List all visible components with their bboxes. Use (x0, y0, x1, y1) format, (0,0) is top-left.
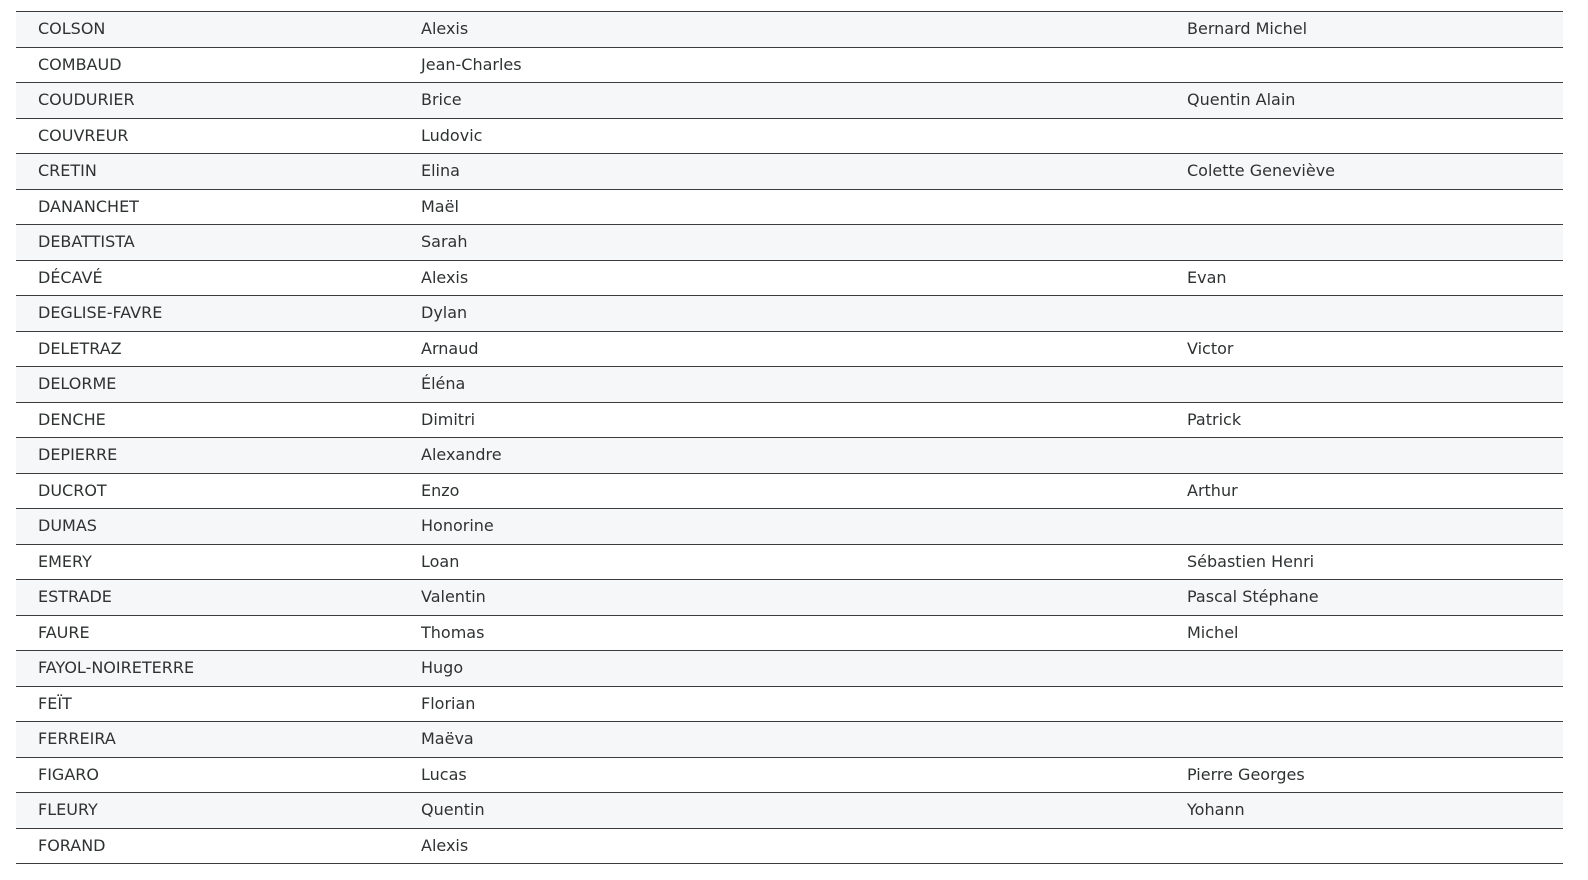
first-name-cell: Enzo (399, 473, 1165, 509)
other-names-cell (1165, 828, 1563, 864)
last-name-cell: CRETIN (16, 154, 399, 190)
table-row (16, 296, 1563, 332)
first-name-cell: Hugo (399, 651, 1165, 687)
last-name-cell: DUMAS (16, 509, 399, 545)
last-name-cell: EMERY (16, 544, 399, 580)
first-name-cell: Loan (399, 544, 1165, 580)
names-table-container (16, 0, 1563, 864)
last-name-cell: ESTRADE (16, 580, 399, 616)
table-row (16, 722, 1563, 758)
table-row (16, 580, 1563, 616)
other-names-cell: Victor (1165, 331, 1563, 367)
table-row (16, 367, 1563, 403)
other-names-cell: Patrick (1165, 402, 1563, 438)
first-name-cell: Maëva (399, 722, 1165, 758)
other-names-cell (1165, 722, 1563, 758)
other-names-cell (1165, 189, 1563, 225)
last-name-cell: FAURE (16, 615, 399, 651)
table-row (16, 402, 1563, 438)
table-row (16, 260, 1563, 296)
other-names-cell (1165, 367, 1563, 403)
last-name-cell: DENCHE (16, 402, 399, 438)
last-name-cell: COUVREUR (16, 118, 399, 154)
first-name-cell: Éléna (399, 367, 1165, 403)
first-name-cell: Valentin (399, 580, 1165, 616)
other-names-cell: Bernard Michel (1165, 12, 1563, 48)
other-names-cell (1165, 438, 1563, 474)
other-names-cell: Yohann (1165, 793, 1563, 829)
other-names-cell: Michel (1165, 615, 1563, 651)
first-name-cell: Dylan (399, 296, 1165, 332)
table-row (16, 757, 1563, 793)
last-name-cell: DUCROT (16, 473, 399, 509)
table-row (16, 828, 1563, 864)
other-names-cell: Evan (1165, 260, 1563, 296)
table-row (16, 47, 1563, 83)
first-name-cell: Arnaud (399, 331, 1165, 367)
other-names-cell (1165, 47, 1563, 83)
first-name-cell: Alexis (399, 260, 1165, 296)
table-row (16, 651, 1563, 687)
other-names-cell: Sébastien Henri (1165, 544, 1563, 580)
first-name-cell: Ludovic (399, 118, 1165, 154)
first-name-cell: Alexis (399, 12, 1165, 48)
other-names-cell (1165, 118, 1563, 154)
last-name-cell: DEGLISE-FAVRE (16, 296, 399, 332)
last-name-cell: DEBATTISTA (16, 225, 399, 261)
first-name-cell: Honorine (399, 509, 1165, 545)
other-names-cell (1165, 651, 1563, 687)
first-name-cell: Alexandre (399, 438, 1165, 474)
last-name-cell: FERREIRA (16, 722, 399, 758)
other-names-cell (1165, 225, 1563, 261)
first-name-cell: Lucas (399, 757, 1165, 793)
last-name-cell: COUDURIER (16, 83, 399, 119)
other-names-cell (1165, 0, 1563, 12)
last-name-cell: COLSON (16, 12, 399, 48)
table-row (16, 0, 1563, 12)
table-row (16, 83, 1563, 119)
table-row (16, 793, 1563, 829)
table-row (16, 12, 1563, 48)
other-names-cell (1165, 686, 1563, 722)
other-names-cell (1165, 296, 1563, 332)
other-names-cell: Pascal Stéphane (1165, 580, 1563, 616)
last-name-cell: DÉCAVÉ (16, 260, 399, 296)
last-name-cell: FIGARO (16, 757, 399, 793)
table-row (16, 154, 1563, 190)
first-name-cell: Quentin (399, 793, 1165, 829)
last-name-cell: COMBAUD (16, 47, 399, 83)
last-name-cell: DELORME (16, 367, 399, 403)
other-names-cell: Pierre Georges (1165, 757, 1563, 793)
names-table-body (16, 0, 1563, 864)
first-name-cell: Florian (399, 686, 1165, 722)
table-row (16, 615, 1563, 651)
other-names-cell: Colette Geneviève (1165, 154, 1563, 190)
table-row (16, 331, 1563, 367)
last-name-cell: DELETRAZ (16, 331, 399, 367)
table-row (16, 509, 1563, 545)
table-row (16, 473, 1563, 509)
first-name-cell: Brice (399, 83, 1165, 119)
first-name-cell (399, 0, 1165, 12)
first-name-cell: Elina (399, 154, 1165, 190)
other-names-cell: Arthur (1165, 473, 1563, 509)
first-name-cell: Sarah (399, 225, 1165, 261)
table-row (16, 438, 1563, 474)
last-name-cell: FAYOL-NOIRETERRE (16, 651, 399, 687)
last-name-cell: FLEURY (16, 793, 399, 829)
last-name-cell (16, 0, 399, 12)
table-row (16, 686, 1563, 722)
last-name-cell: FEÏT (16, 686, 399, 722)
first-name-cell: Dimitri (399, 402, 1165, 438)
other-names-cell: Quentin Alain (1165, 83, 1563, 119)
first-name-cell: Thomas (399, 615, 1165, 651)
first-name-cell: Jean-Charles (399, 47, 1165, 83)
first-name-cell: Alexis (399, 828, 1165, 864)
names-table (16, 0, 1563, 864)
first-name-cell: Maël (399, 189, 1165, 225)
table-row (16, 189, 1563, 225)
table-row (16, 544, 1563, 580)
table-row (16, 118, 1563, 154)
table-row (16, 225, 1563, 261)
last-name-cell: FORAND (16, 828, 399, 864)
last-name-cell: DEPIERRE (16, 438, 399, 474)
other-names-cell (1165, 509, 1563, 545)
last-name-cell: DANANCHET (16, 189, 399, 225)
